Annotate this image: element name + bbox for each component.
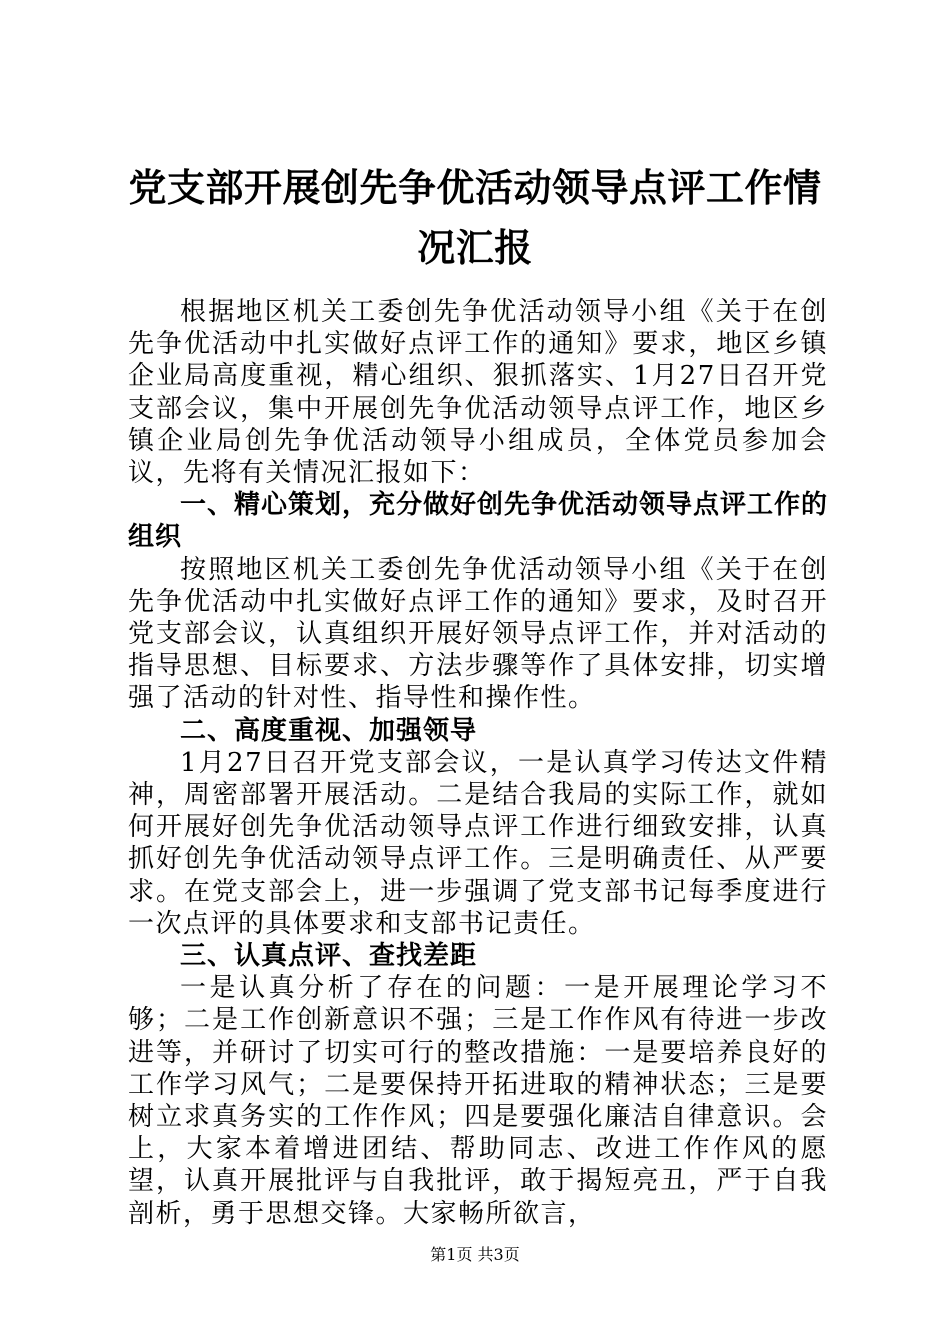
section-body-3: 一是认真分析了存在的问题：一是开展理论学习不够；二是工作创新意识不强；三是工作作风有待进一步改进等，并研讨了切实可行的整改措施：一是要培养良好的工作学习风气；二是要保持开拓进取的精神状态；三是要树立求真务实的工作作风；四是要强化廉洁自律意识。会上，大家本着增进团结、帮助同志、改进工作作风的愿望，认真开展批评与自我批评，敢于揭短亮丑，严于自我剖析，勇于思想交锋。大家畅所欲言， [128,973,828,1229]
section-heading-3: 三、认真点评、查找差距 [180,941,478,972]
section-heading-2: 二、高度重视、加强领导 [180,715,478,746]
section-body-1: 按照地区机关工委创先争优活动领导小组《关于在创先争优活动中扎实做好点评工作的通知》要求，及时召开党支部会议，认真组织开展好领导点评工作，并对活动的指导思想、目标要求、方法步骤等作了具体安排，切实增强了活动的针对性、指导性和操作性。 [128,554,828,714]
page-title: 党支部开展创先争优活动领导点评工作情况汇报 [128,165,822,270]
document-body [128,296,828,1230]
section-heading-1: 一、精心策划，充分做好创先争优活动领导点评工作的组织 [128,490,829,553]
page-number-footer: 第1页 共3页 [430,1245,520,1264]
section-body-2: 1月27日召开党支部会议，一是认真学习传达文件精神，周密部署开展活动。二是结合我局的实际工作，就如何开展好创先争优活动领导点评工作进行细致安排，认真抓好创先争优活动领导点评工作。三是明确责任、从严要求。在党支部会上，进一步强调了党支部书记每季度进行一次点评的具体要求和支部书记责任。 [128,747,828,939]
intro-paragraph: 根据地区机关工委创先争优活动领导小组《关于在创先争优活动中扎实做好点评工作的通知》要求，地区乡镇企业局高度重视，精心组织、狠抓落实、1月27日召开党支部会议，集中开展创先争优活动领导点评工作，地区乡镇企业局创先争优活动领导小组成员，全体党员参加会议，先将有关情况汇报如下： [128,297,828,489]
